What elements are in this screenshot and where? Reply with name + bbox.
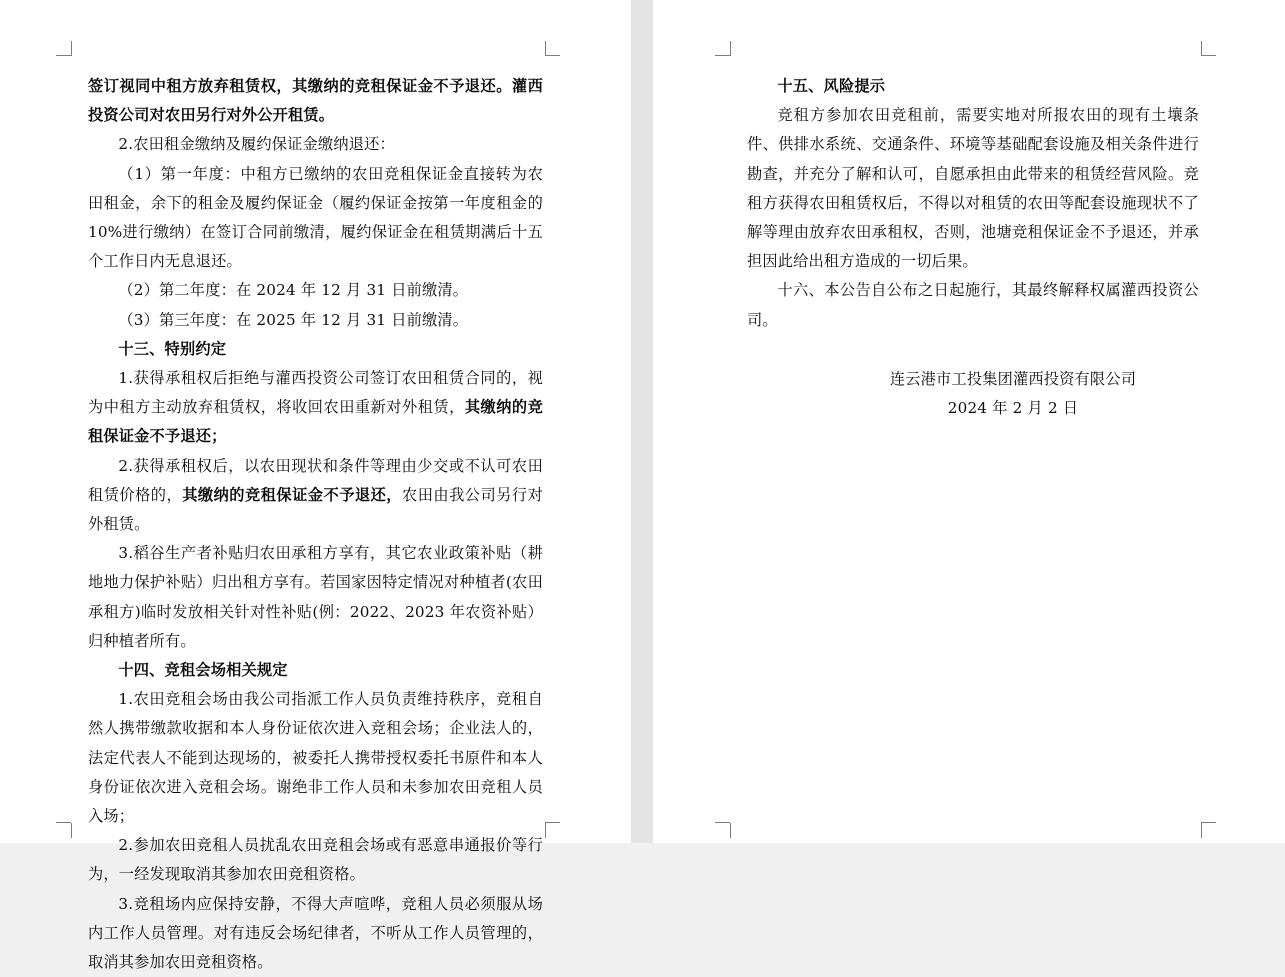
paragraph-bold <box>88 72 543 130</box>
section-heading: 十四、竞租会场相关规定 <box>118 661 288 680</box>
paragraph: 竞租方参加农田竞租前，需要实地对所报农田的现有土壤条件、供排水系统、交通条件、环境等基础配套设施及相关条件进行勘查，并充分了解和认可，自愿承担由此带来的租赁经营风险。竞租方获得农田租赁权后，不得以对租赁的农田等配套设施现状不了解等理由放弃农田承租权，否则，池塘竞租保证金不予退还，并承担因此给出租方造成的一切后果。 <box>747 106 1199 271</box>
signature-company: 连云港市工投集团灌西投资有限公司 <box>889 369 1137 388</box>
page-left <box>0 0 631 972</box>
paragraph: 1.农田竞租会场由我公司指派工作人员负责维持秩序，竞租自然人携带缴款收据和本人身份证依次进入竞租会场；企业法人的，法定代表人不能到达现场的，被委托人携带授权委托书原件和本人身份证依次进入竞租会场。谢绝非工作人员和未参加农田竞租人员入场； <box>88 690 543 826</box>
paragraph-mixed <box>88 452 543 540</box>
section-heading: 十三、特别约定 <box>118 339 227 358</box>
signature-date: 2024 年 2 月 2 日 <box>947 399 1079 418</box>
paragraph: 十六、本公告自公布之日起施行，其最终解释权属灌西投资公司。 <box>747 281 1199 329</box>
signature-block <box>747 365 1199 423</box>
paragraph-mixed <box>88 364 543 452</box>
paragraph: （1）第一年度：中租方已缴纳的农田竞租保证金直接转为农田租金，余下的租金及履约保证金（履约保证金按第一年度租金的10%进行缴纳）在签订合同前缴清，履约保证金在租赁期满后十五个工作日内无息退还。 <box>88 164 543 271</box>
section-heading: 十五、风险提示 <box>777 77 886 95</box>
page-left-body <box>88 72 543 977</box>
page-gutter <box>631 0 653 843</box>
bold-run: 签订视同中租方放弃租赁权，其缴纳的竞租保证金不予退还。灌西投资公司对农田另行对外公开租赁。 <box>88 77 543 125</box>
paragraph: （2）第二年度：在 2024 年 12 月 31 日前缴清。 <box>118 281 469 300</box>
bold-run: 其缴纳的竞租保证金不予退还； <box>88 398 543 446</box>
text-run: 1.获得承租权后拒绝与灌西投资公司签订农田租赁合同的，视为中租方主动放弃租赁权，将收回农田重新对外租赁， <box>88 369 543 417</box>
page-right <box>653 0 1285 843</box>
paragraph: 3.竞租场内应保持安静，不得大声喧哗，竞租人员必须服从场内工作人员管理。对有违反会场纪律者，不听从工作人员管理的，取消其参加农田竞租资格。 <box>88 894 543 972</box>
bold-run: 其缴纳的竞租保证金不予退还， <box>182 485 402 504</box>
paragraph: 3.稻谷生产者补贴归农田承租方享有，其它农业政策补贴（耕地地力保护补贴）归出租方享有。若国家因特定情况对种植者(农田承租方)临时发放相关针对性补贴(例：2022、2023 年农资补贴）归种植者所有。 <box>88 544 543 650</box>
page-right-body <box>747 72 1199 423</box>
paragraph: 2.农田租金缴纳及履约保证金缴纳退还： <box>118 135 395 154</box>
paragraph: 2.参加农田竞租人员扰乱农田竞租会场或有恶意串通报价等行为，一经发现取消其参加农田竞租资格。 <box>88 836 543 884</box>
text-run: 2.获得承租权后，以农田现状和条件等理由少交或不认可农田租赁价格的， <box>88 456 543 504</box>
paragraph: （3）第三年度：在 2025 年 12 月 31 日前缴清。 <box>118 310 469 329</box>
text-run: 农田由我公司另行对外租赁。 <box>88 485 543 534</box>
